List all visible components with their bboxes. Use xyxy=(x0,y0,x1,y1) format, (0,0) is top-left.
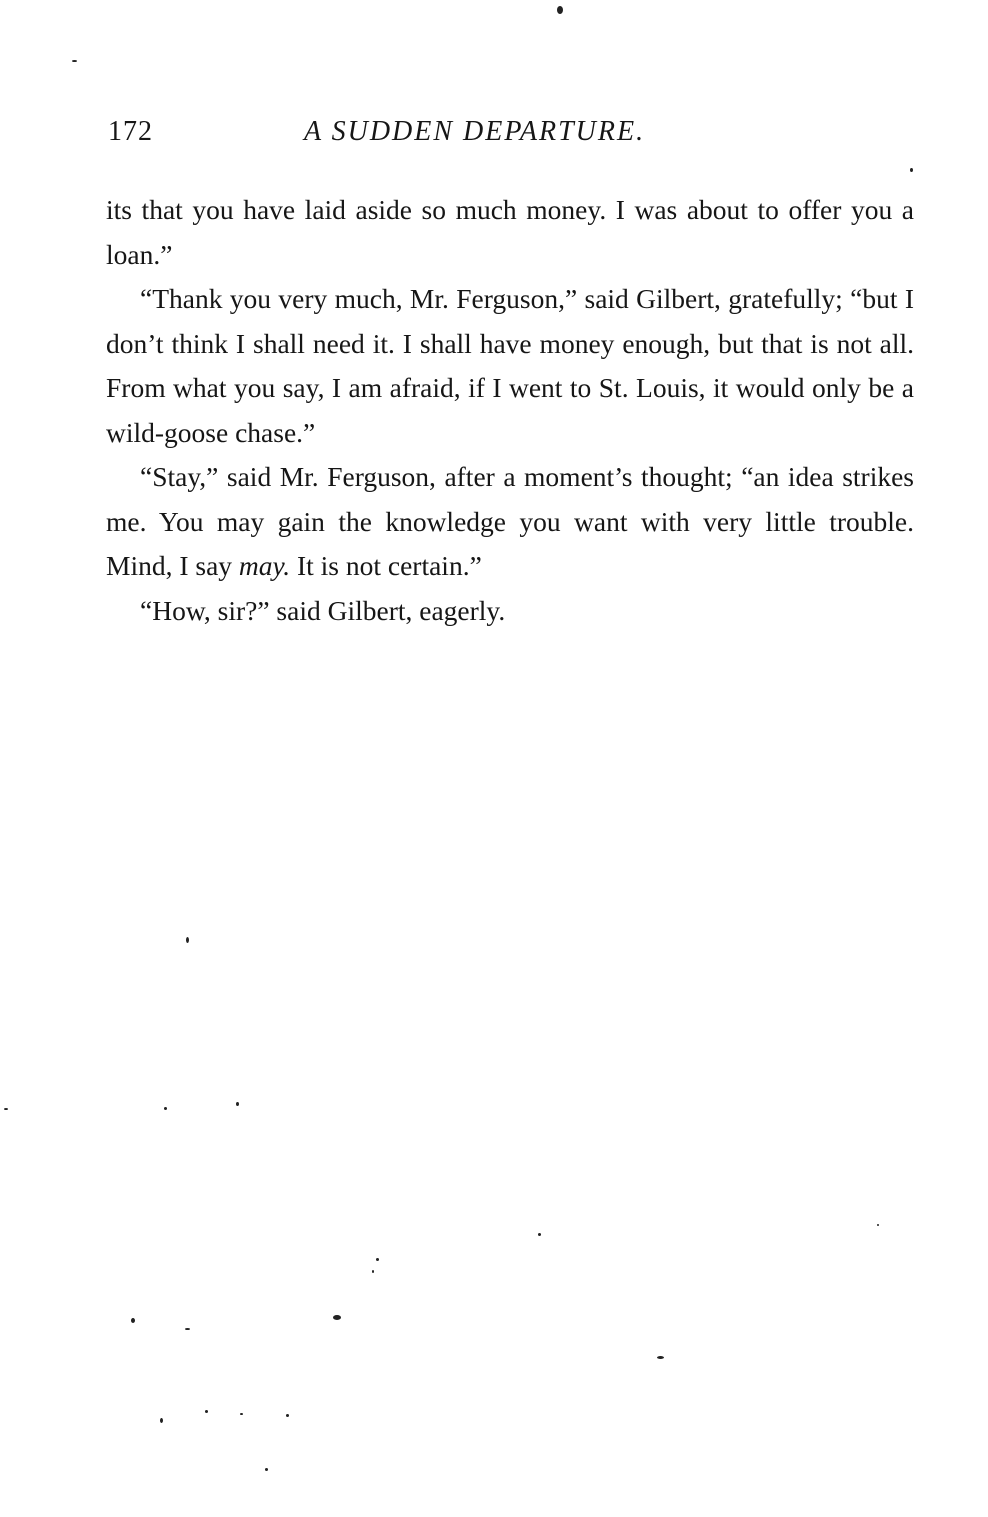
scan-speck xyxy=(557,6,563,14)
scan-speck xyxy=(657,1356,664,1359)
scan-speck xyxy=(372,1270,374,1273)
paragraph-gilbert-reply: “Thank you very much, Mr. Ferguson,” said Gilbert, gratefully; “but I don’t think I shall need it. I shall have money enough, but that is not all. From what you say, I am afraid, if I went to St. Louis, it would only be a wild-goose chase.” xyxy=(106,283,914,448)
running-head xyxy=(108,116,928,156)
emphasis-may: may. xyxy=(238,550,291,581)
scan-speck xyxy=(376,1258,379,1261)
scan-speck xyxy=(160,1418,163,1423)
body-text xyxy=(106,188,914,633)
ferguson-idea-ending: It is not certain.” xyxy=(290,550,482,581)
scan-speck xyxy=(72,60,77,62)
scan-speck xyxy=(205,1410,208,1413)
page-number: 172 xyxy=(108,116,153,147)
scan-speck xyxy=(185,1328,190,1330)
scan-speck xyxy=(910,168,913,172)
scan-speck xyxy=(240,1413,243,1415)
scan-speck xyxy=(131,1318,135,1323)
scan-speck xyxy=(186,937,189,943)
ferguson-idea-text: “Stay,” said Mr. Ferguson, after a moment’s thought; “an idea strikes me. You may gain the knowledge you want with very little trouble. Mind, I say xyxy=(106,461,914,581)
paragraph-gilbert-question: “How, sir?” said Gilbert, eagerly. xyxy=(140,594,506,626)
scan-speck xyxy=(164,1107,167,1110)
paragraph-ferguson-idea xyxy=(106,455,914,589)
scan-speck xyxy=(538,1233,541,1236)
scan-speck xyxy=(333,1315,341,1320)
scan-speck xyxy=(877,1224,879,1226)
scan-speck xyxy=(265,1468,268,1471)
paragraph-continuation: its that you have laid aside so much money. I was about to offer you a loan.” xyxy=(106,194,914,270)
running-title: A SUDDEN DEPARTURE. xyxy=(304,116,646,147)
scan-speck xyxy=(4,1108,8,1110)
scan-speck xyxy=(236,1102,239,1106)
scan-speck xyxy=(286,1414,289,1417)
